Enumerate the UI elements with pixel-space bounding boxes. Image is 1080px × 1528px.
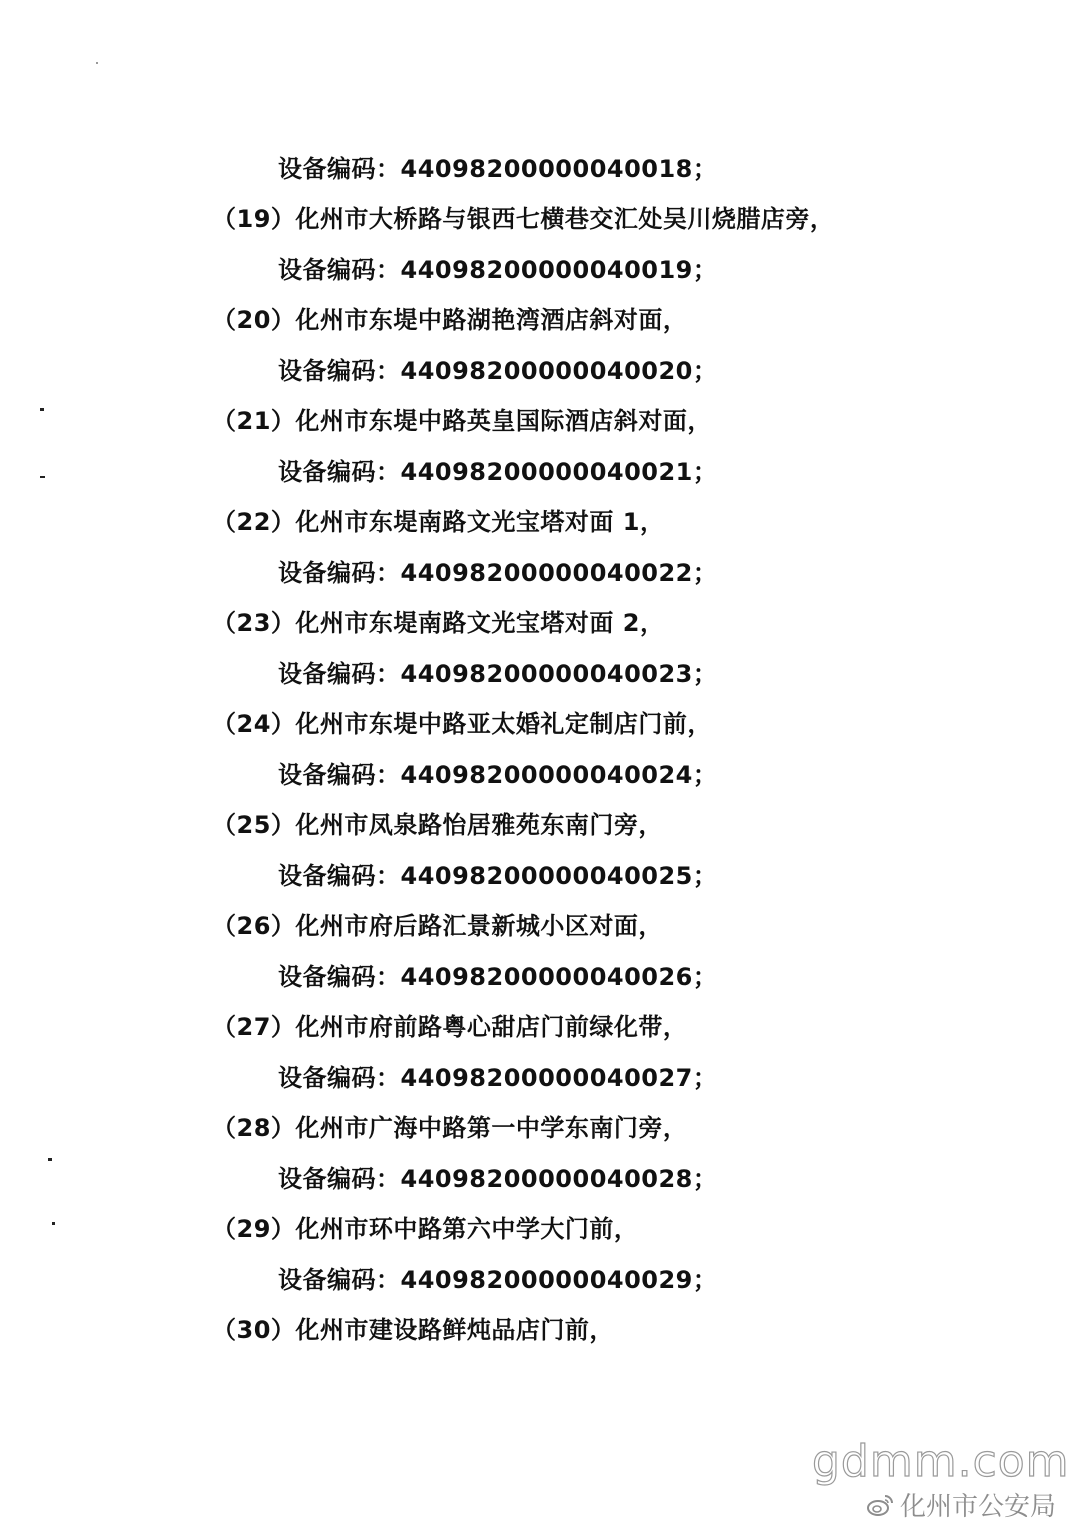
entry-22-location: （22）化州市东堤南路文光宝塔对面 1， <box>212 508 665 536</box>
scan-speck <box>48 1158 52 1161</box>
entry-20-code: 设备编码：44098200000040020； <box>278 357 718 385</box>
entry-23-code: 设备编码：44098200000040023； <box>278 660 718 688</box>
entry-27-code: 设备编码：44098200000040027； <box>278 1064 718 1092</box>
entry-26-code: 设备编码：44098200000040026； <box>278 963 718 991</box>
entry-26-location: （26）化州市府后路汇景新城小区对面， <box>212 912 663 940</box>
scan-speck <box>52 1222 55 1225</box>
entry-19-code: 设备编码：44098200000040019； <box>278 256 718 284</box>
watermark-site: gdmm.com <box>812 1436 1070 1487</box>
entry-30-location: （30）化州市建设路鲜炖品店门前， <box>212 1316 614 1344</box>
scan-speck <box>40 476 45 478</box>
scan-speck <box>40 408 44 411</box>
entry-19-location: （19）化州市大桥路与银西七横巷交汇处吴川烧腊店旁， <box>212 205 835 233</box>
device-code-18: 设备编码：44098200000040018； <box>278 155 718 183</box>
weibo-icon <box>866 1493 894 1517</box>
entry-24-location: （24）化州市东堤中路亚太婚礼定制店门前， <box>212 710 712 738</box>
entry-27-location: （27）化州市府前路粤心甜店门前绿化带， <box>212 1013 688 1041</box>
entry-24-code: 设备编码：44098200000040024； <box>278 761 718 789</box>
entry-21-location: （21）化州市东堤中路英皇国际酒店斜对面， <box>212 407 712 435</box>
entry-25-location: （25）化州市凤泉路怡居雅苑东南门旁， <box>212 811 663 839</box>
entry-29-location: （29）化州市环中路第六中学大门前， <box>212 1215 639 1243</box>
entry-25-code: 设备编码：44098200000040025； <box>278 862 718 890</box>
entry-20-location: （20）化州市东堤中路湖艳湾酒店斜对面， <box>212 306 688 334</box>
entry-29-code: 设备编码：44098200000040029； <box>278 1266 718 1294</box>
entry-21-code: 设备编码：44098200000040021； <box>278 458 718 486</box>
entry-23-location: （23）化州市东堤南路文光宝塔对面 2， <box>212 609 665 637</box>
watermark-account-name: 化州市公安局 <box>900 1492 1057 1522</box>
scan-speck <box>96 62 98 64</box>
watermark-account <box>866 1486 1056 1523</box>
entry-22-code: 设备编码：44098200000040022； <box>278 559 718 587</box>
entry-28-location: （28）化州市广海中路第一中学东南门旁， <box>212 1114 688 1142</box>
entry-28-code: 设备编码：44098200000040028； <box>278 1165 718 1193</box>
